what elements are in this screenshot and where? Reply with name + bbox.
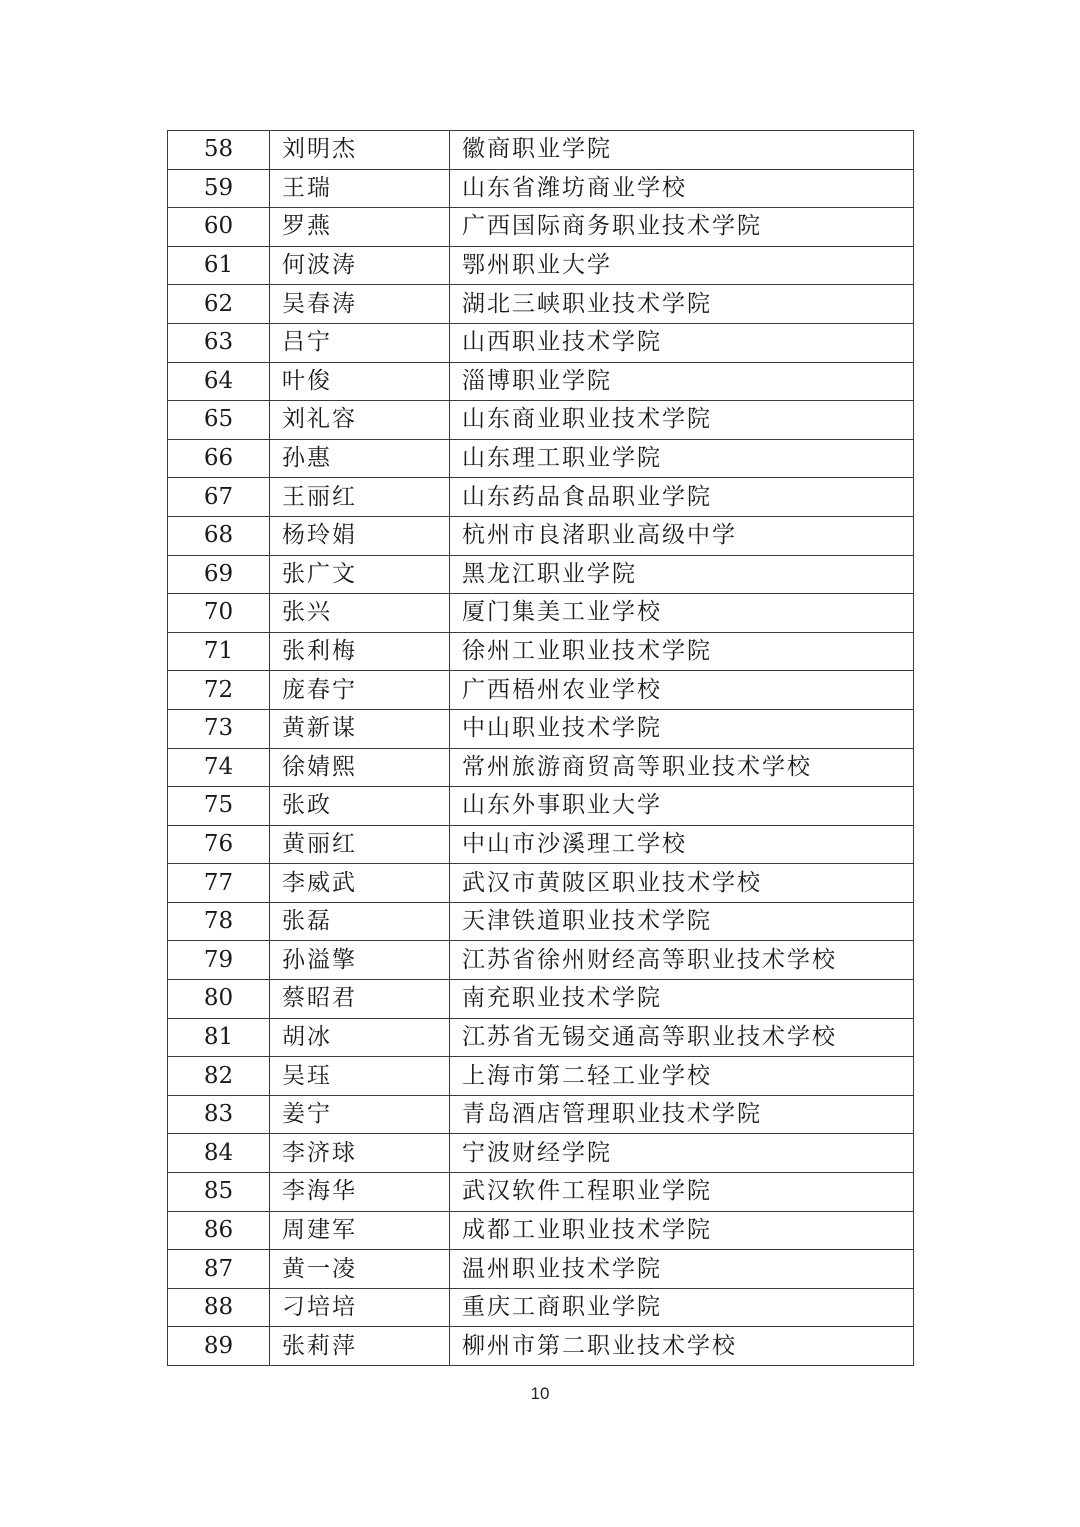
table-row xyxy=(168,980,914,1019)
person-name: 孙溢擎 xyxy=(270,941,450,980)
row-number: 74 xyxy=(168,748,270,787)
table-row xyxy=(168,285,914,324)
person-name: 刁培培 xyxy=(270,1288,450,1327)
person-name: 王丽红 xyxy=(270,478,450,517)
table-row xyxy=(168,362,914,401)
person-name: 张兴 xyxy=(270,594,450,633)
row-number: 62 xyxy=(168,285,270,324)
row-number: 82 xyxy=(168,1057,270,1096)
table-row xyxy=(168,902,914,941)
table-row xyxy=(168,1018,914,1057)
table-row xyxy=(168,1288,914,1327)
institution-name: 重庆工商职业学院 xyxy=(450,1288,914,1327)
row-number: 65 xyxy=(168,401,270,440)
person-name: 吴珏 xyxy=(270,1057,450,1096)
institution-name: 山东理工职业学院 xyxy=(450,439,914,478)
institution-name: 厦门集美工业学校 xyxy=(450,594,914,633)
row-number: 71 xyxy=(168,632,270,671)
row-number: 89 xyxy=(168,1327,270,1366)
person-name: 王瑞 xyxy=(270,169,450,208)
row-number: 75 xyxy=(168,787,270,826)
person-name: 吴春涛 xyxy=(270,285,450,324)
person-name: 黄新谋 xyxy=(270,709,450,748)
table-row xyxy=(168,439,914,478)
person-name: 刘明杰 xyxy=(270,131,450,170)
person-name: 蔡昭君 xyxy=(270,980,450,1019)
row-number: 58 xyxy=(168,131,270,170)
person-name: 李济球 xyxy=(270,1134,450,1173)
table-row xyxy=(168,1134,914,1173)
institution-name: 成都工业职业技术学院 xyxy=(450,1211,914,1250)
institution-name: 宁波财经学院 xyxy=(450,1134,914,1173)
row-number: 83 xyxy=(168,1095,270,1134)
table-row xyxy=(168,671,914,710)
person-name: 胡冰 xyxy=(270,1018,450,1057)
institution-name: 温州职业技术学院 xyxy=(450,1250,914,1289)
institution-name: 广西国际商务职业技术学院 xyxy=(450,208,914,247)
row-number: 59 xyxy=(168,169,270,208)
institution-name: 广西梧州农业学校 xyxy=(450,671,914,710)
institution-name: 江苏省无锡交通高等职业技术学校 xyxy=(450,1018,914,1057)
row-number: 78 xyxy=(168,902,270,941)
row-number: 68 xyxy=(168,516,270,555)
table-row xyxy=(168,478,914,517)
table-row xyxy=(168,555,914,594)
institution-name: 武汉市黄陂区职业技术学校 xyxy=(450,864,914,903)
person-name: 罗燕 xyxy=(270,208,450,247)
institution-name: 鄂州职业大学 xyxy=(450,246,914,285)
person-name: 李海华 xyxy=(270,1173,450,1212)
institution-name: 徐州工业职业技术学院 xyxy=(450,632,914,671)
institution-name: 山东药品食品职业学院 xyxy=(450,478,914,517)
roster-table xyxy=(167,130,914,1366)
institution-name: 常州旅游商贸高等职业技术学校 xyxy=(450,748,914,787)
row-number: 69 xyxy=(168,555,270,594)
table-row xyxy=(168,1173,914,1212)
row-number: 72 xyxy=(168,671,270,710)
row-number: 70 xyxy=(168,594,270,633)
person-name: 黄一凌 xyxy=(270,1250,450,1289)
row-number: 76 xyxy=(168,825,270,864)
row-number: 73 xyxy=(168,709,270,748)
person-name: 刘礼容 xyxy=(270,401,450,440)
table-row xyxy=(168,748,914,787)
person-name: 张利梅 xyxy=(270,632,450,671)
institution-name: 柳州市第二职业技术学校 xyxy=(450,1327,914,1366)
table-row xyxy=(168,169,914,208)
person-name: 张莉萍 xyxy=(270,1327,450,1366)
row-number: 85 xyxy=(168,1173,270,1212)
table-row xyxy=(168,1211,914,1250)
table-row xyxy=(168,208,914,247)
table-row xyxy=(168,1095,914,1134)
institution-name: 中山职业技术学院 xyxy=(450,709,914,748)
row-number: 77 xyxy=(168,864,270,903)
table-row xyxy=(168,941,914,980)
institution-name: 武汉软件工程职业学院 xyxy=(450,1173,914,1212)
person-name: 张政 xyxy=(270,787,450,826)
table-row xyxy=(168,709,914,748)
page-number: 10 xyxy=(530,1384,550,1403)
institution-name: 杭州市良渚职业高级中学 xyxy=(450,516,914,555)
institution-name: 山东省潍坊商业学校 xyxy=(450,169,914,208)
row-number: 84 xyxy=(168,1134,270,1173)
row-number: 81 xyxy=(168,1018,270,1057)
person-name: 孙惠 xyxy=(270,439,450,478)
row-number: 79 xyxy=(168,941,270,980)
institution-name: 天津铁道职业技术学院 xyxy=(450,902,914,941)
row-number: 60 xyxy=(168,208,270,247)
row-number: 87 xyxy=(168,1250,270,1289)
row-number: 88 xyxy=(168,1288,270,1327)
institution-name: 黑龙江职业学院 xyxy=(450,555,914,594)
institution-name: 湖北三峡职业技术学院 xyxy=(450,285,914,324)
row-number: 67 xyxy=(168,478,270,517)
table-row xyxy=(168,594,914,633)
row-number: 66 xyxy=(168,439,270,478)
table-row xyxy=(168,246,914,285)
table-row xyxy=(168,1250,914,1289)
institution-name: 徽商职业学院 xyxy=(450,131,914,170)
table-row xyxy=(168,632,914,671)
person-name: 黄丽红 xyxy=(270,825,450,864)
person-name: 姜宁 xyxy=(270,1095,450,1134)
person-name: 徐婧熙 xyxy=(270,748,450,787)
table-row xyxy=(168,401,914,440)
person-name: 李威武 xyxy=(270,864,450,903)
row-number: 86 xyxy=(168,1211,270,1250)
institution-name: 淄博职业学院 xyxy=(450,362,914,401)
institution-name: 南充职业技术学院 xyxy=(450,980,914,1019)
institution-name: 上海市第二轻工业学校 xyxy=(450,1057,914,1096)
person-name: 庞春宁 xyxy=(270,671,450,710)
roster-table-body xyxy=(168,131,914,1366)
table-row xyxy=(168,131,914,170)
institution-name: 山东商业职业技术学院 xyxy=(450,401,914,440)
row-number: 61 xyxy=(168,246,270,285)
table-row xyxy=(168,1057,914,1096)
row-number: 63 xyxy=(168,323,270,362)
institution-name: 山西职业技术学院 xyxy=(450,323,914,362)
person-name: 张磊 xyxy=(270,902,450,941)
table-row xyxy=(168,787,914,826)
table-row xyxy=(168,1327,914,1366)
table-row xyxy=(168,323,914,362)
person-name: 吕宁 xyxy=(270,323,450,362)
person-name: 周建军 xyxy=(270,1211,450,1250)
row-number: 80 xyxy=(168,980,270,1019)
institution-name: 山东外事职业大学 xyxy=(450,787,914,826)
table-row xyxy=(168,864,914,903)
institution-name: 青岛酒店管理职业技术学院 xyxy=(450,1095,914,1134)
person-name: 何波涛 xyxy=(270,246,450,285)
person-name: 叶俊 xyxy=(270,362,450,401)
table-row xyxy=(168,825,914,864)
table-row xyxy=(168,516,914,555)
person-name: 张广文 xyxy=(270,555,450,594)
row-number: 64 xyxy=(168,362,270,401)
institution-name: 江苏省徐州财经高等职业技术学校 xyxy=(450,941,914,980)
person-name: 杨玲娟 xyxy=(270,516,450,555)
institution-name: 中山市沙溪理工学校 xyxy=(450,825,914,864)
